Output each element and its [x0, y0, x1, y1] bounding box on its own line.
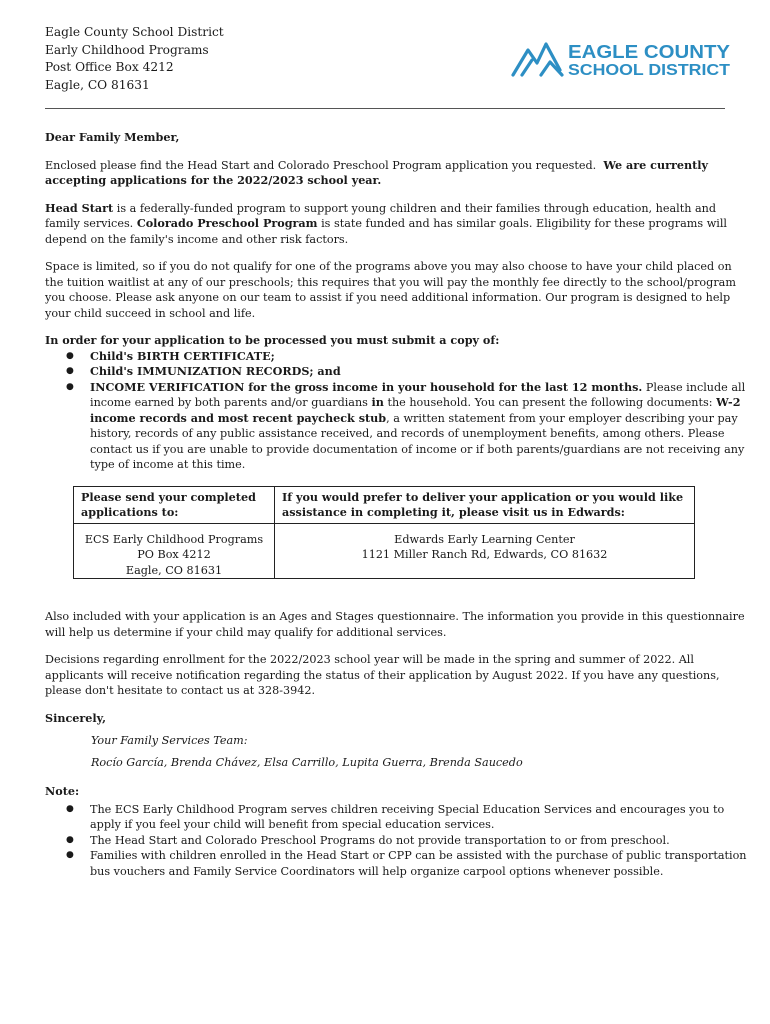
list-item: ● The Head Start and Colorado Preschool Programs do not provide transportation to or from preschool.	[45, 833, 750, 849]
list-item: ● The ECS Early Childhood Program serves children receiving Special Education Services and encourages you to apply if you feel your child will benefit from special education services.	[45, 802, 750, 833]
address-line: Early Childhood Programs	[45, 42, 209, 57]
visit-address-cell: Edwards Early Learning Center 1121 Miller Ranch Rd, Edwards, CO 81632	[275, 523, 695, 579]
questionnaire-paragraph: Also included with your application is an Ages and Stages questionnaire. The information you provide in this questionnaire will help us determine if your child may qualify for additional services.	[45, 610, 745, 639]
requirements-heading: In order for your application to be processed you must submit a copy of:	[45, 333, 500, 347]
enrollment-paragraph: Decisions regarding enrollment for the 2022/2023 school year will be made in the spring and summer of 2022. All applicants will receive notification regarding the status of their application by August 2022. If you have any questions, please don't hesitate to contact us at 328-3942.	[45, 653, 720, 697]
requirements-list	[45, 349, 750, 473]
closing: Sincerely,	[45, 710, 106, 725]
team-names: Rocío García, Brenda Chávez, Elsa Carrillo, Lupita Guerra, Brenda Saucedo	[91, 756, 523, 769]
team-title: Your Family Services Team:	[91, 734, 248, 747]
note-heading: Note:	[45, 784, 80, 798]
list-item: ● INCOME VERIFICATION for the gross income in your household for the last 12 months. Please include all income earned by both parents and/or guardians in the household. You can present the following documents: W-2 income records and most recent paycheck stub, a written statement from your employer describing your pay history, records of any public assistance received, and records of unemployment benefits, among others. Please contact us if you are unable to provide documentation of income or if both parents/guardians are not receiving any type of income at this time.	[45, 380, 750, 473]
header-divider	[45, 108, 725, 109]
salutation: Dear Family Member,	[45, 130, 180, 144]
address-line: Eagle, CO 81631	[45, 77, 150, 92]
table-header-visit: If you would prefer to deliver your application or you would like assistance in completing it, please visit us in Edwards:	[275, 486, 695, 523]
list-item: ● Child's IMMUNIZATION RECORDS; and	[45, 364, 750, 380]
programs-paragraph: Head Start is a federally-funded program to support young children and their families through education, health and family services. Colorado Preschool Program is state funded and has similar goals. Eligibility for these programs will depend on the family's income and other risk factors.	[45, 200, 728, 246]
mail-address-cell: ECS Early Childhood Programs PO Box 4212 Eagle, CO 81631	[74, 523, 275, 579]
submission-table	[73, 486, 695, 580]
letter-body	[45, 130, 750, 879]
address-line: Post Office Box 4212	[45, 60, 174, 75]
logo-text-line2: SCHOOL DISTRICT	[568, 62, 731, 79]
waitlist-paragraph: Space is limited, so if you do not qualify for one of the programs above you may also choose to have your child placed on the tuition waitlist at any of our preschools; this requires that you will pay the monthly fee directly to the school/program you choose. Please ask anyone on our team to assist if you need additional information. Our program is designed to help your child succeed in school and life.	[45, 260, 736, 320]
notes-list	[45, 802, 750, 880]
table-header-mail: Please send your completed applications to:	[74, 486, 275, 523]
sender-address	[45, 24, 224, 94]
district-logo	[510, 38, 732, 80]
signature-block	[91, 730, 750, 774]
intro-paragraph: Enclosed please find the Head Start and Colorado Preschool Program application you requested. We are currently accepting applications for the 2022/2023 school year.	[45, 157, 709, 187]
list-item: ● Families with children enrolled in the Head Start or CPP can be assisted with the purchase of public transportation bus vouchers and Family Service Coordinators will help organize carpool options whenever possible.	[45, 848, 750, 879]
address-line: Eagle County School District	[45, 25, 224, 39]
list-item: ● Child's BIRTH CERTIFICATE;	[45, 349, 750, 365]
mountain-logo-icon	[513, 44, 562, 75]
logo-text-line1: EAGLE COUNTY	[568, 41, 731, 62]
